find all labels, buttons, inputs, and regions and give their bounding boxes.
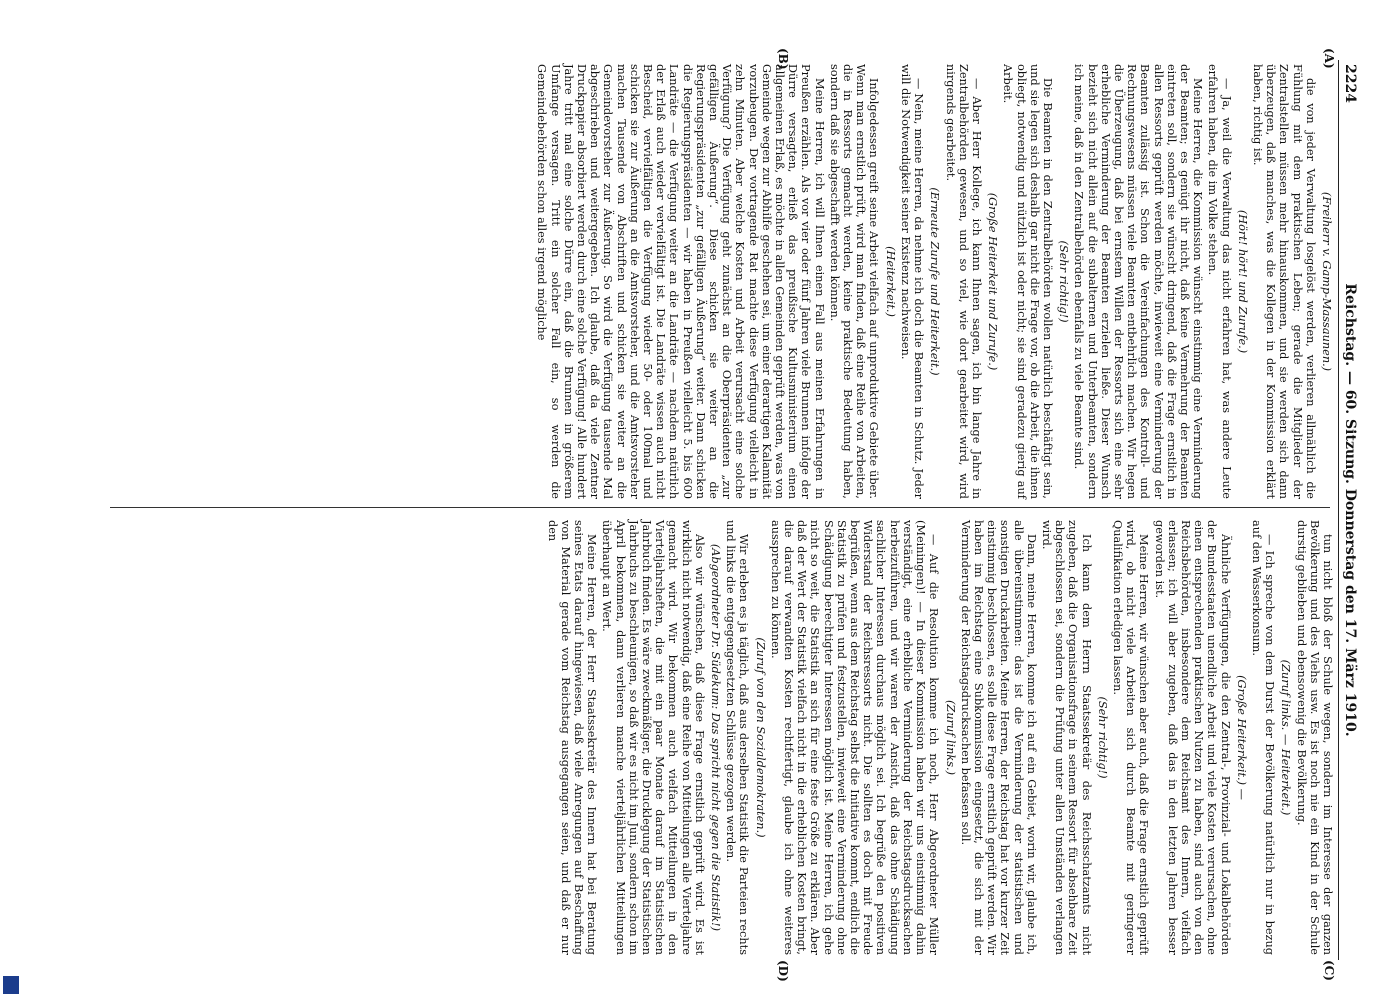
interjection: (Abgeordneter Dr. Südekum: Das spricht nicht gegen die Statistik!)	[709, 543, 723, 932]
interjection: (Heiterkeit.)	[883, 246, 897, 317]
interjection: (Große Heiterkeit.) —	[1234, 675, 1248, 800]
paragraph: — Nein, meine Herren, da nehme ich doch die Beamten in Schutz. Jeder will die Notwendigkeit seiner Existenz nachweisen.	[898, 64, 926, 499]
paragraph: Meine Herren, ich will Ihnen einen Fall aus meinen Erfahrungen in Preußen erzählen. Als vor vier oder fünf Jahren viele Brunnen infolge der Dürre versagten, erließ das preußische Kultusministerium einen allgemeinen Erlaß, es möchte in allen Gemeinden geprüft werden, was von Gemeinde wegen zur Abhilfe geschehen sei, um einer derartigen Kalamität vorzubeugen. Der vortragende Rat machte diese Verfügung vielleicht in zehn Minuten. Aber welche Kosten und Arbeit verursacht eine solche Verfügung? Die Verfügung geht zunächst an die Oberpräsidenten „zur gefälligen Äußerung“. Diese schicken sie weiter an die Regierungspräsidenten „zur gefälligen Äußerung“ weiter. Dann schicken die Regierungspräsidenten — wir haben in Preußen vielleicht 5. bis 600 Landräte — die Verfügung weiter an die Landräte — nachdem natürlich der Erlaß auch wieder vervielfältigt ist. Die Landräte wissen auch nicht Bescheid, vervielfältigen die Verfügung wieder 50- oder 100mal und schicken sie zur Äußerung an die Amtsvorsteher, und die Amtsvorsteher machen Tausende von Abschriften und schicken sie weiter an die Gemeindevorsteher zur Äußerung. So wird die Verfügung tausende Mal abgeschrieben und weitergegeben. Ich glaube, daß da viele Zentner Druckpapier absorbiert werden durch eine solche Verfügung! Alle hundert Jahre tritt mal eine solche Dürre ein, daß die Brunnen in größerem Umfange versagen. Tritt ein solcher Fall ein, so werden die Gemeindebehörden schon alles irgend mögliche	[535, 64, 826, 499]
running-title: Reichstag. — 60. Sitzung. Donnerstag den 17. März 1910.	[1342, 283, 1358, 737]
paragraph: tun nicht bloß der Schule wegen, sondern im Interesse der ganzen Bevölkerung und des Viehs usw. Es ist noch nie ein Kind in der Schule durstig geblieben und ebensowenig die Bevölkerung.	[1294, 520, 1334, 955]
paragraph: die von jeder Verwaltung losgelöst werden, verlieren allmählich die Fühlung mit dem praktischen Leben; gerade die Mitglieder der Zentralstellen müssen mehr hinauskommen, und sie werden sich dann überzeugen, daß manches, was die Kollegen in der Kommission erklärt haben, richtig ist.	[1250, 64, 1317, 499]
paragraph: Die Beamten in den Zentralbehörden wollen natürlich beschäftigt sein, und sie legen sich deshalb gar nicht die Frage vor, ob die Arbeit, die ihnen obliegt, notwendig und nützlich ist oder nicht; sie sind geradezu gierig auf Arbeit.	[1001, 64, 1054, 499]
sidebar	[0, 0, 22, 1000]
interjection: (Große Heiterkeit und Zurufe.)	[986, 192, 1000, 371]
interjection: (Sehr richtig!)	[1057, 240, 1071, 323]
left-column	[533, 64, 1334, 499]
digitization-credit	[0, 10, 2, 970]
paragraph: Ich kann dem Herrn Staatssekretär des Reichsschatzamts nicht zugeben, daß die Organisationsfrage in seinem Ressort für absehbare Zeit abgeschlossen sei, sondern die Prüfung unter allen Umständen verlangen wird.	[1039, 520, 1093, 955]
page-number: 2224	[1342, 64, 1358, 103]
right-column	[543, 520, 1334, 955]
margin-marker-a: (A)	[1322, 48, 1336, 69]
interjection: (Erneute Zurufe und Heiterkeit.)	[928, 187, 942, 376]
running-header	[1338, 60, 1360, 960]
paragraph: Meine Herren, die Kommission wünscht einstimmig eine Verminderung der Beamten; es genügt ihr nicht, daß keine Vermehrung der Beamten eintreten soll, sondern sie wünscht dringend, daß die Frage ernstlich in allen Ressorts geprüft werden möchte, inwieweit eine Verminderung der Beamten zulässig ist. Schon die Vereinfachungen des Kontroll- und Rechnungswesens müssen viele Beamten entbehrlich machen. Wir hegen die Überzeugung, daß bei ernstem Willen der Ressorts sich eine sehr erhebliche Verminderung der Beamten erzielen ließe. Dieser Wunsch bezieht sich nicht allein auf die subalternen und Unterbeamten, sondern ich meine, daß in den Zentralbehörden ebenfalls zu viele Beamte sind.	[1072, 64, 1205, 499]
interjection: (Freiherr v. Gamp-Massaunen.)	[1320, 191, 1333, 372]
interjection: (Zuruf von den Sozialdemokraten.)	[753, 637, 767, 838]
paragraph: — Aber Herr Kollege, ich kann Ihnen sagen, ich bin lange Jahre in Zentralbehörden gewesen, und so viel, wie dort gearbeitet wird, wird nirgends gearbeitet.	[943, 64, 983, 499]
dfg-logo	[3, 976, 19, 994]
paragraph: Infolgedessen greift seine Arbeit vielfach auf unproduktive Gebiete über. Wenn man ernstlich prüft, wird man finden, daß eine Reihe von Arbeiten, die in Ressorts gemacht werden, keine praktische Bedeutung haben, sondern daß sie abgeschafft werden können.	[827, 64, 881, 499]
paragraph: Meine Herren, wir wünschen aber auch, daß die Frage ernstlich geprüft wird, ob nicht viele Arbeiten sich durch Beamte mit geringerer Qualifikation erledigen lassen.	[1110, 520, 1151, 955]
paragraph: — Ich spreche von dem Durst der Bevölkerung natürlich nur in bezug auf den Wasserkonsum.	[1249, 520, 1277, 955]
interjection: (Zuruf links. — Heiterkeit.)	[1279, 659, 1293, 816]
header-rule	[1338, 60, 1339, 960]
rotated-scan	[100, 48, 1360, 982]
paragraph: Also wir wünschen, daß diese Frage ernstlich geprüft wird. Es ist wirklich nicht notwendig, daß eine Reihe von Mitteilungen alle Vierteljahre gemacht wird. Wir bekommen auch vielfach Mitteilungen in den Vierteljahrsheften, die mit ein paar Monate darauf im Statistischen Jahrbuch finden. Es wäre zweckmäßiger, die Drucklegung der Statistischen Jahrbuchs zu beschleunigen, so daß wir es nicht im Juni, sondern schon im April bekommen, dann verlieren manche vierteljährlichen Mitteilungen überhaupt an Wert.	[600, 520, 706, 955]
interjection: (Sehr richtig!)	[1095, 696, 1109, 779]
paragraph: Meine Herren, der Herr Staatssekretär des Innern hat bei Beratung seines Etats darauf hingewiesen, daß viele Anregungen auf Beschaffung von Material gerade vom Reichstag ausgegangen seien, und daß er nur den	[545, 520, 599, 955]
paragraph: — Ja, weil die Verwaltung das nicht erfahren hat, was andere Leute erfahren haben, die im Volke stehen.	[1206, 64, 1233, 499]
interjection: (Hört! hört! und Zurufe.)	[1235, 209, 1249, 354]
paragraph: Dann, meine Herren, komme ich auf ein Gebiet, worin wir, glaube ich, alle übereinstimmen: das ist die Verminderung der statistischen und sonstigen Druckarbeiten. Meine Herren, der Reichstag hat vor kurzer Zeit einstimmig beschlossen, es solle diese Frage ernstlich geprüft werden. Wir haben im Reichstag eine Subkommission eingesetzt, die sich mit der Verminderung der Reichstagsdrucksachen befassen soll.	[958, 520, 1038, 955]
margin-marker-c: (C)	[1322, 960, 1336, 981]
paragraph: Wir erleben es ja täglich, daß aus derselben Statistik die Parteien rechts und links die entgegengesetzten Schlüsse gezogen werden.	[724, 520, 751, 955]
column-divider	[110, 507, 1330, 508]
interjection: (Zuruf links.)	[943, 699, 957, 776]
margin-marker-d: (D)	[776, 960, 790, 982]
paragraph: Ähnliche Verfügungen, die den Zentral-, Provinzial- und Lokalbehörden der Bundesstaaten unendliche Arbeit und viele Kosten verursachen, ohne einen entsprechenden praktischen Nutzen zu haben, sind auch von den Reichsbehörden, insbesondere dem Reichsamt des Innern, vielfach erlassen; ich will aber zugeben, daß das in den letzten Jahren besser geworden ist.	[1152, 520, 1232, 955]
margin-marker-b: (B)	[776, 48, 790, 70]
paragraph: — Auf die Resolution komme ich noch, Herr Abgeordneter Müller (Meiningen)! — In dieser Kommission haben wir uns einstimmig dahin verständigt, eine erhebliche Verminderung der Reichstagsdrucksachen herbeizuführen, und wir waren der Ansicht, daß das ohne Schädigung sachlicher Interessen durchaus möglich sei. Ich begrüße den positiven Widerstand der Reichsressorts nicht. Die sollten es doch mit Freude begrüßen, wenn aus dem Reichstag selbst die Initiative kommt, endlich die Statistik zu prüfen und festzustellen, inwieweit eine Verminderung ohne Schädigung berechtigter Interessen möglich ist. Meine Herren, ich gehe nicht so weit, die Statistik an sich für eine feste Größe zu erklären. Aber daß der Wert der Statistik vielfach nicht in die erheblichen Kosten bringt, die darauf verwandten Kosten rechtfertigt, glaube ich ohne weiteres aussprechen zu können.	[768, 520, 941, 955]
